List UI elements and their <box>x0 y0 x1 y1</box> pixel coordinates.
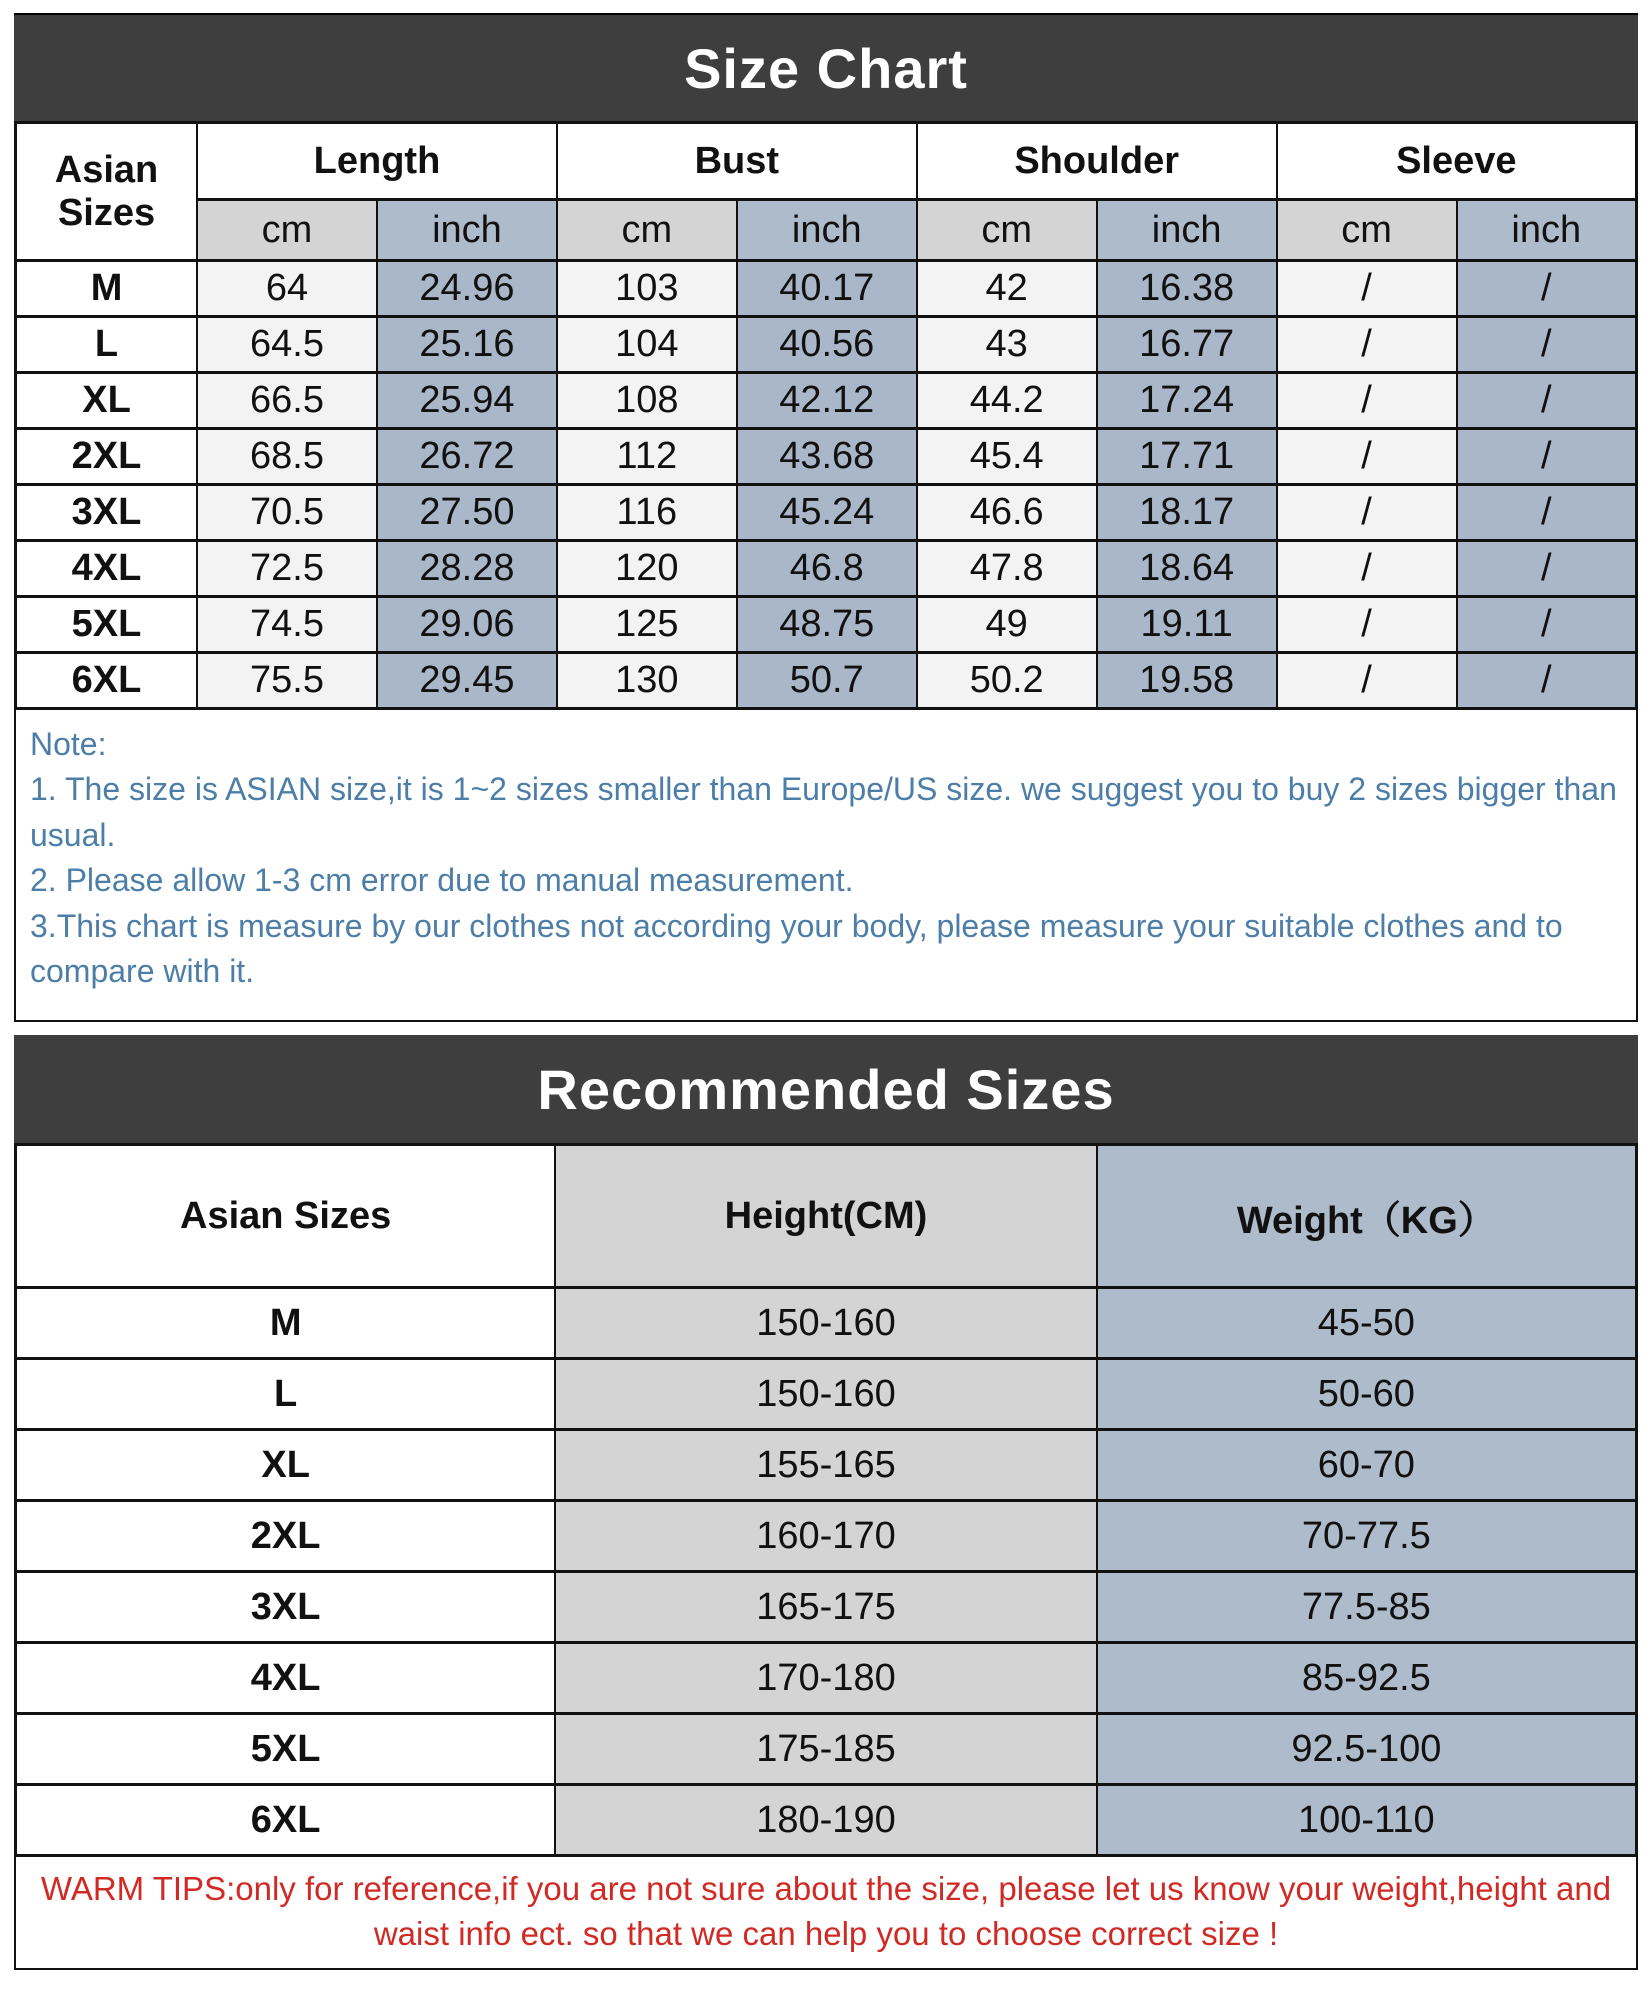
table-row <box>16 1430 1637 1501</box>
bust-header: Bust <box>557 123 917 200</box>
inch-value-cell: 24.96 <box>377 261 557 317</box>
size-label-cell: 2XL <box>16 429 198 485</box>
recommended-header-row <box>16 1145 1637 1288</box>
recommended-tbody <box>16 1288 1637 1856</box>
size-label-cell: L <box>16 1359 556 1430</box>
inch-value-cell: 40.17 <box>737 261 917 317</box>
inch-value-cell: / <box>1457 317 1637 373</box>
size-label-cell: 4XL <box>16 1643 556 1714</box>
table-row <box>16 1785 1637 1856</box>
height-value-cell: 150-160 <box>555 1359 1096 1430</box>
table-row <box>16 1288 1637 1359</box>
shoulder-inch-header: inch <box>1097 200 1277 261</box>
weight-header: Weight（KG） <box>1097 1145 1637 1288</box>
cm-value-cell: 46.6 <box>917 485 1097 541</box>
table-row <box>16 1572 1637 1643</box>
inch-value-cell: / <box>1457 541 1637 597</box>
inch-value-cell: 45.24 <box>737 485 917 541</box>
size-label-cell: 2XL <box>16 1501 556 1572</box>
length-inch-header: inch <box>377 200 557 261</box>
inch-value-cell: / <box>1457 597 1637 653</box>
cm-value-cell: / <box>1277 653 1457 709</box>
table-row <box>16 261 1637 317</box>
cm-value-cell: / <box>1277 541 1457 597</box>
inch-value-cell: / <box>1457 429 1637 485</box>
inch-value-cell: / <box>1457 373 1637 429</box>
table-row <box>16 1643 1637 1714</box>
weight-value-cell: 92.5-100 <box>1097 1714 1637 1785</box>
size-label-cell: M <box>16 261 198 317</box>
inch-value-cell: 17.24 <box>1097 373 1277 429</box>
recommended-sizes-title: Recommended Sizes <box>537 1057 1115 1121</box>
inch-value-cell: 46.8 <box>737 541 917 597</box>
note-heading: Note: <box>30 726 107 762</box>
table-row <box>16 485 1637 541</box>
inch-value-cell: 25.16 <box>377 317 557 373</box>
inch-value-cell: / <box>1457 485 1637 541</box>
cm-value-cell: 75.5 <box>197 653 377 709</box>
cm-value-cell: 47.8 <box>917 541 1097 597</box>
cm-value-cell: 42 <box>917 261 1097 317</box>
cm-value-cell: 45.4 <box>917 429 1097 485</box>
cm-value-cell: 130 <box>557 653 737 709</box>
inch-value-cell: 25.94 <box>377 373 557 429</box>
note-line: 3.This chart is measure by our clothes not according your body, please measure your suitable clothes and to compare with it. <box>30 907 1563 990</box>
inch-value-cell: 43.68 <box>737 429 917 485</box>
table-row <box>16 541 1637 597</box>
inch-value-cell: 27.50 <box>377 485 557 541</box>
table-row <box>16 1501 1637 1572</box>
height-header: Height(CM) <box>555 1145 1096 1288</box>
sleeve-inch-header: inch <box>1457 200 1637 261</box>
note-line: 2. Please allow 1-3 cm error due to manual measurement. <box>30 862 854 899</box>
cm-value-cell: / <box>1277 485 1457 541</box>
warm-tips-text: WARM TIPS:only for reference,if you are not sure about the size, please let us know your weight,height and waist info ect. so that we can help you to choose correct size ! <box>40 1870 1612 1952</box>
asian-sizes-header: Asian Sizes <box>16 123 198 261</box>
size-label-cell: 6XL <box>16 1785 556 1856</box>
inch-value-cell: / <box>1457 261 1637 317</box>
inch-value-cell: 16.38 <box>1097 261 1277 317</box>
table-row <box>16 1359 1637 1430</box>
table-row <box>16 1714 1637 1785</box>
height-value-cell: 165-175 <box>555 1572 1096 1643</box>
warm-tips-banner <box>14 1857 1638 1970</box>
inch-value-cell: 29.06 <box>377 597 557 653</box>
size-label-cell: XL <box>16 373 198 429</box>
weight-value-cell: 60-70 <box>1097 1430 1637 1501</box>
inch-value-cell: 17.71 <box>1097 429 1277 485</box>
table-row <box>16 317 1637 373</box>
size-label-cell: L <box>16 317 198 373</box>
size-label-cell: 5XL <box>16 597 198 653</box>
inch-value-cell: 19.11 <box>1097 597 1277 653</box>
cm-value-cell: 66.5 <box>197 373 377 429</box>
cm-value-cell: 70.5 <box>197 485 377 541</box>
table-row <box>16 597 1637 653</box>
size-chart-title-bar <box>14 13 1638 121</box>
height-value-cell: 150-160 <box>555 1288 1096 1359</box>
cm-value-cell: 112 <box>557 429 737 485</box>
inch-value-cell: 29.45 <box>377 653 557 709</box>
height-value-cell: 160-170 <box>555 1501 1096 1572</box>
recommended-sizes-table <box>14 1143 1638 1857</box>
inch-value-cell: 48.75 <box>737 597 917 653</box>
size-chart-table <box>14 121 1638 710</box>
height-value-cell: 175-185 <box>555 1714 1096 1785</box>
unit-header-row <box>16 200 1637 261</box>
weight-value-cell: 100-110 <box>1097 1785 1637 1856</box>
inch-value-cell: 26.72 <box>377 429 557 485</box>
size-label-cell: 5XL <box>16 1714 556 1785</box>
height-value-cell: 170-180 <box>555 1643 1096 1714</box>
section-gap <box>14 1022 1638 1035</box>
size-label-cell: 6XL <box>16 653 198 709</box>
cm-value-cell: 74.5 <box>197 597 377 653</box>
height-value-cell: 180-190 <box>555 1785 1096 1856</box>
cm-value-cell: / <box>1277 597 1457 653</box>
shoulder-header: Shoulder <box>917 123 1277 200</box>
weight-value-cell: 45-50 <box>1097 1288 1637 1359</box>
size-label-cell: 4XL <box>16 541 198 597</box>
size-chart-title: Size Chart <box>684 36 968 100</box>
sleeve-header: Sleeve <box>1277 123 1637 200</box>
weight-value-cell: 77.5-85 <box>1097 1572 1637 1643</box>
recommended-sizes-title-bar <box>14 1035 1638 1143</box>
note-section <box>14 710 1638 1022</box>
cm-value-cell: 72.5 <box>197 541 377 597</box>
sleeve-cm-header: cm <box>1277 200 1457 261</box>
inch-value-cell: 50.7 <box>737 653 917 709</box>
inch-value-cell: 40.56 <box>737 317 917 373</box>
cm-value-cell: 104 <box>557 317 737 373</box>
inch-value-cell: / <box>1457 653 1637 709</box>
inch-value-cell: 18.17 <box>1097 485 1277 541</box>
weight-value-cell: 85-92.5 <box>1097 1643 1637 1714</box>
bust-cm-header: cm <box>557 200 737 261</box>
inch-value-cell: 19.58 <box>1097 653 1277 709</box>
measure-group-header-row <box>16 123 1637 200</box>
inch-value-cell: 18.64 <box>1097 541 1277 597</box>
weight-value-cell: 50-60 <box>1097 1359 1637 1430</box>
length-header: Length <box>197 123 557 200</box>
weight-value-cell: 70-77.5 <box>1097 1501 1637 1572</box>
size-chart-page <box>14 0 1638 1970</box>
cm-value-cell: / <box>1277 317 1457 373</box>
cm-value-cell: 50.2 <box>917 653 1097 709</box>
cm-value-cell: 64.5 <box>197 317 377 373</box>
recommended-asian-sizes-header: Asian Sizes <box>16 1145 556 1288</box>
cm-value-cell: 125 <box>557 597 737 653</box>
table-row <box>16 373 1637 429</box>
size-chart-tbody <box>16 261 1637 709</box>
size-label-cell: 3XL <box>16 485 198 541</box>
cm-value-cell: / <box>1277 261 1457 317</box>
cm-value-cell: 64 <box>197 261 377 317</box>
inch-value-cell: 16.77 <box>1097 317 1277 373</box>
cm-value-cell: / <box>1277 373 1457 429</box>
height-value-cell: 155-165 <box>555 1430 1096 1501</box>
cm-value-cell: 43 <box>917 317 1097 373</box>
cm-value-cell: 116 <box>557 485 737 541</box>
inch-value-cell: 28.28 <box>377 541 557 597</box>
cm-value-cell: 44.2 <box>917 373 1097 429</box>
cm-value-cell: 103 <box>557 261 737 317</box>
cm-value-cell: 108 <box>557 373 737 429</box>
table-row <box>16 653 1637 709</box>
cm-value-cell: 68.5 <box>197 429 377 485</box>
cm-value-cell: / <box>1277 429 1457 485</box>
bust-inch-header: inch <box>737 200 917 261</box>
size-label-cell: XL <box>16 1430 556 1501</box>
shoulder-cm-header: cm <box>917 200 1097 261</box>
cm-value-cell: 120 <box>557 541 737 597</box>
cm-value-cell: 49 <box>917 597 1097 653</box>
size-label-cell: 3XL <box>16 1572 556 1643</box>
table-row <box>16 429 1637 485</box>
note-line: 1. The size is ASIAN size,it is 1~2 sizes smaller than Europe/US size. we suggest you to buy 2 sizes bigger than usual. <box>30 771 1617 853</box>
inch-value-cell: 42.12 <box>737 373 917 429</box>
size-label-cell: M <box>16 1288 556 1359</box>
length-cm-header: cm <box>197 200 377 261</box>
